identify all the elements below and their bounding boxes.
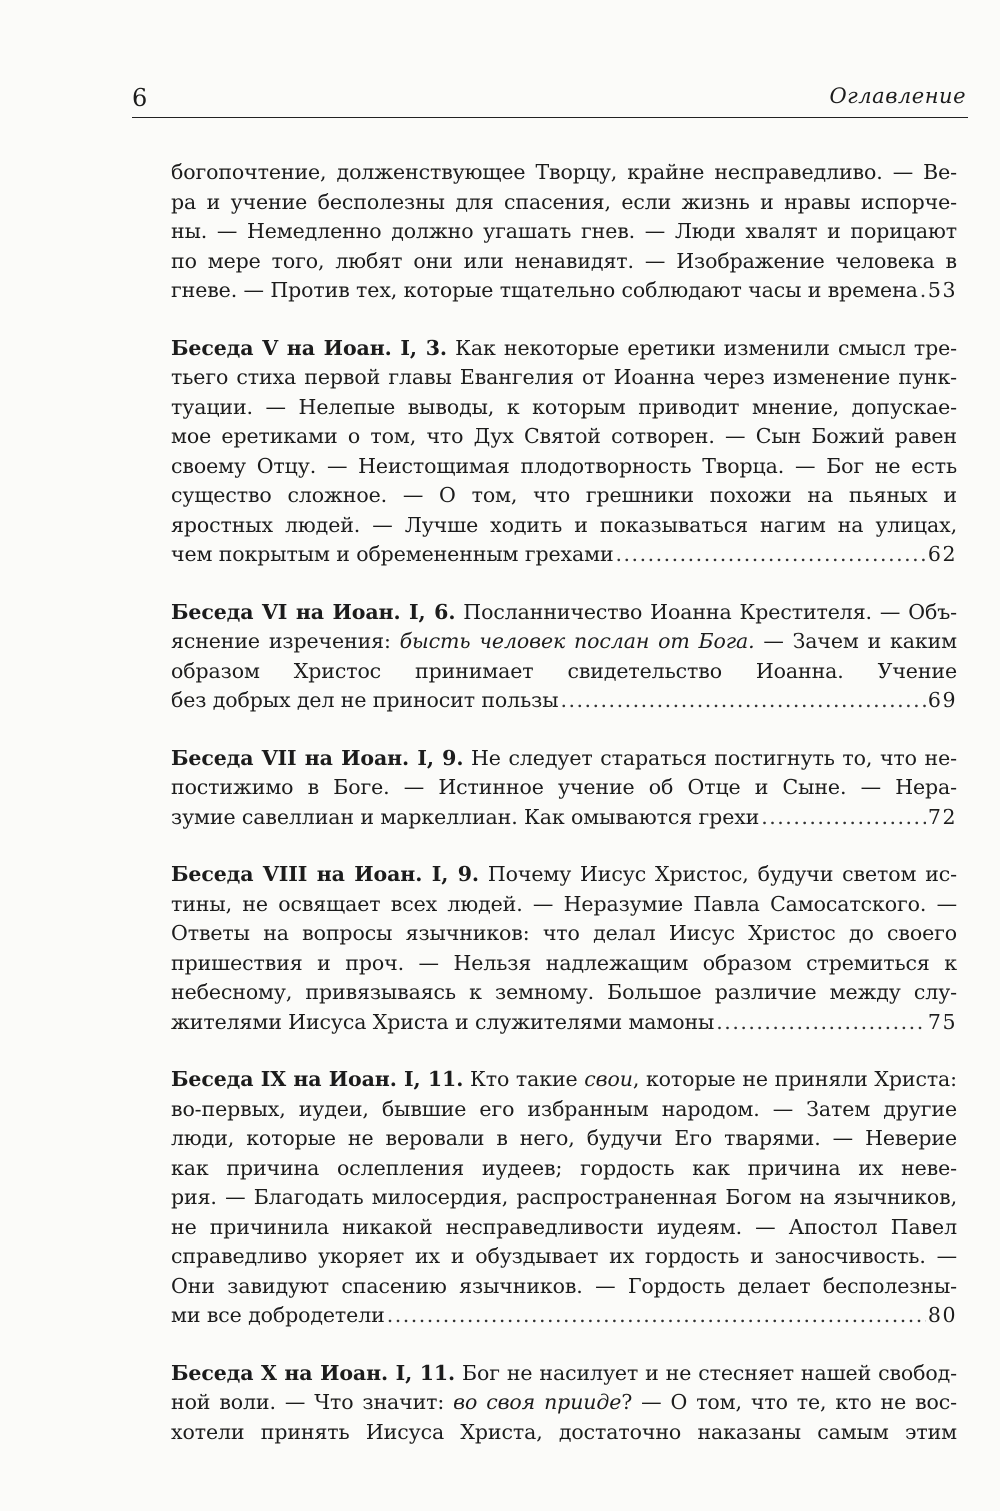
toc-line: богопочтение, долженствующее Творцу, крайне несправедливо. — Ве- <box>171 160 957 184</box>
toc-entry <box>171 598 957 716</box>
toc-line: как причина ослепления иудеев; гордость как причина их неве- <box>171 1155 957 1180</box>
toc-line <box>171 598 957 628</box>
toc-line-text: ? — О том, что те, кто не вос- <box>621 1390 957 1414</box>
toc-entry <box>171 744 957 833</box>
toc-heading: Беседа V на Иоан. I, 3. <box>171 335 447 360</box>
toc-heading: Беседа VIII на Иоан. I, 9. <box>171 862 479 886</box>
dot-leader <box>616 540 926 570</box>
toc-page-number: 69 <box>927 688 957 712</box>
dot-leader <box>761 803 926 833</box>
toc-line: люди, которые не веровали в него, будучи Его тварями. — Неверие <box>171 1126 957 1150</box>
page-header <box>132 78 968 116</box>
dot-leader <box>716 1008 926 1038</box>
toc-line: мое еретиками о том, что Дух Святой сотворен. — Сын Божий равен <box>171 424 957 448</box>
toc-quote: свои <box>584 1067 633 1091</box>
page-number: 6 <box>132 84 148 112</box>
toc-last-line <box>171 686 957 716</box>
toc-line <box>171 1359 957 1389</box>
toc-line: яростных людей. — Лучше ходить и показываться нагим на улицах, <box>171 512 957 537</box>
toc-line-text: Бог не насилует и не стесняет нашей свобод- <box>455 1360 958 1385</box>
toc-line <box>171 334 957 364</box>
table-of-contents <box>171 158 957 1475</box>
toc-line <box>171 627 957 657</box>
toc-last-line <box>171 276 957 306</box>
toc-line: не причинила никакой несправедливости иудеям. — Апостол Павел <box>171 1214 957 1239</box>
toc-heading: Беседа VI на Иоан. I, 6. <box>171 599 456 624</box>
toc-line-text: Не следует стараться постигнуть то, что не- <box>463 745 957 770</box>
toc-entry <box>171 1065 957 1331</box>
toc-heading: Беседа IX на Иоан. I, 11. <box>171 1067 464 1091</box>
toc-line: пришествия и проч. — Нельзя надлежащим образом стремиться к <box>171 950 957 975</box>
toc-line-text: ной воли. — Что значит: <box>171 1390 454 1414</box>
toc-line: хотели принять Иисуса Христа, достаточно наказаны самым этим <box>171 1419 957 1444</box>
toc-entry <box>171 334 957 570</box>
toc-line-text: яснение изречения: <box>171 629 400 653</box>
toc-last-line <box>171 1008 957 1038</box>
dot-leader <box>560 686 925 716</box>
toc-line-text: Посланничество Иоанна Крестителя. — Объ- <box>455 599 957 624</box>
toc-line: ны. — Немедленно должно угашать гнев. — Люди хвалят и порицают <box>171 219 957 243</box>
dot-leader <box>387 1301 926 1331</box>
toc-quote: во своя прииде <box>453 1390 622 1414</box>
toc-line: тьего стиха первой главы Евангелия от Иоанна через изменение пунк- <box>171 365 957 389</box>
toc-line-text: жителями Иисуса Христа и служителями мамоны <box>171 1009 715 1034</box>
toc-heading: Беседа X на Иоан. I, 11. <box>171 1360 456 1385</box>
toc-line-text: Кто такие <box>463 1067 585 1091</box>
toc-line <box>171 860 957 890</box>
toc-entry <box>171 860 957 1037</box>
toc-line: во-первых, иудеи, бывшие его избранным народом. — Затем другие <box>171 1096 957 1121</box>
toc-line-text: ми все добродетели <box>171 1303 385 1327</box>
toc-line: своему Отцу. — Неистощимая плодотворность Творца. — Бог не есть <box>171 453 957 478</box>
toc-line-text: Почему Иисус Христос, будучи светом ис- <box>478 862 957 886</box>
toc-line: по мере того, любят они или ненавидят. — Изображение человека в <box>171 248 957 273</box>
toc-line: рия. — Благодать милосердия, распространенная Богом на язычников, <box>171 1185 957 1209</box>
header-rule <box>132 117 968 118</box>
toc-line-text: Как некоторые еретики изменили смысл тре- <box>446 335 958 360</box>
toc-line: Ответы на вопросы язычников: что делал Иисус Христос до своего <box>171 921 957 945</box>
toc-page-number: 80 <box>927 1303 957 1327</box>
toc-page-number: 53 <box>927 278 957 302</box>
toc-line <box>171 744 957 774</box>
toc-last-line <box>171 1301 957 1331</box>
toc-line: постижимо в Боге. — Истинное учение об Отце и Сыне. — Нера- <box>171 775 957 799</box>
toc-line: существо сложное. — О том, что грешники похожи на пьяных и <box>171 483 957 507</box>
toc-entry <box>171 1359 957 1448</box>
toc-page-number: 72 <box>927 804 957 829</box>
toc-line-text: зумие савеллиан и маркеллиан. Как омываются грехи <box>171 804 760 829</box>
toc-line-text: , которые не приняли Христа: <box>632 1067 957 1091</box>
toc-line: туации. — Нелепые выводы, к которым приводит мнение, допускае- <box>171 394 957 419</box>
toc-line <box>171 1065 957 1095</box>
toc-quote: бысть человек послан от Бога. <box>399 629 755 653</box>
running-title: Оглавление <box>829 84 966 108</box>
toc-heading: Беседа VII на Иоан. I, 9. <box>171 745 464 770</box>
toc-line: небесному, привязываясь к земному. Большое различие между слу- <box>171 980 957 1004</box>
toc-line: ра и учение бесполезны для спасения, если жизнь и нравы испорче- <box>171 189 957 214</box>
toc-line-text: без добрых дел не приносит пользы <box>171 688 559 712</box>
toc-line-text: — Зачем и каким <box>754 629 957 653</box>
toc-line: образом Христос принимает свидетельство Иоанна. Учение <box>171 658 957 683</box>
toc-last-line <box>171 803 957 833</box>
toc-last-line <box>171 540 957 570</box>
toc-line <box>171 1388 957 1418</box>
toc-line-text: чем покрытым и обремененным грехами <box>171 542 614 566</box>
toc-line-text: гневе. — Против тех, которые тщательно соблюдают часы и времена <box>171 278 918 302</box>
toc-line: тины, не освящает всех людей. — Неразумие Павла Самосатского. — <box>171 891 957 916</box>
dot-leader <box>920 276 926 306</box>
toc-line: Они завидуют спасению язычников. — Гордость делает бесполезны- <box>171 1273 957 1298</box>
toc-page-number: 75 <box>927 1009 957 1034</box>
toc-page-number: 62 <box>927 542 957 566</box>
toc-line: справедливо укоряет их и обуздывает их гордость и заносчивость. — <box>171 1244 957 1268</box>
toc-entry <box>171 158 957 306</box>
